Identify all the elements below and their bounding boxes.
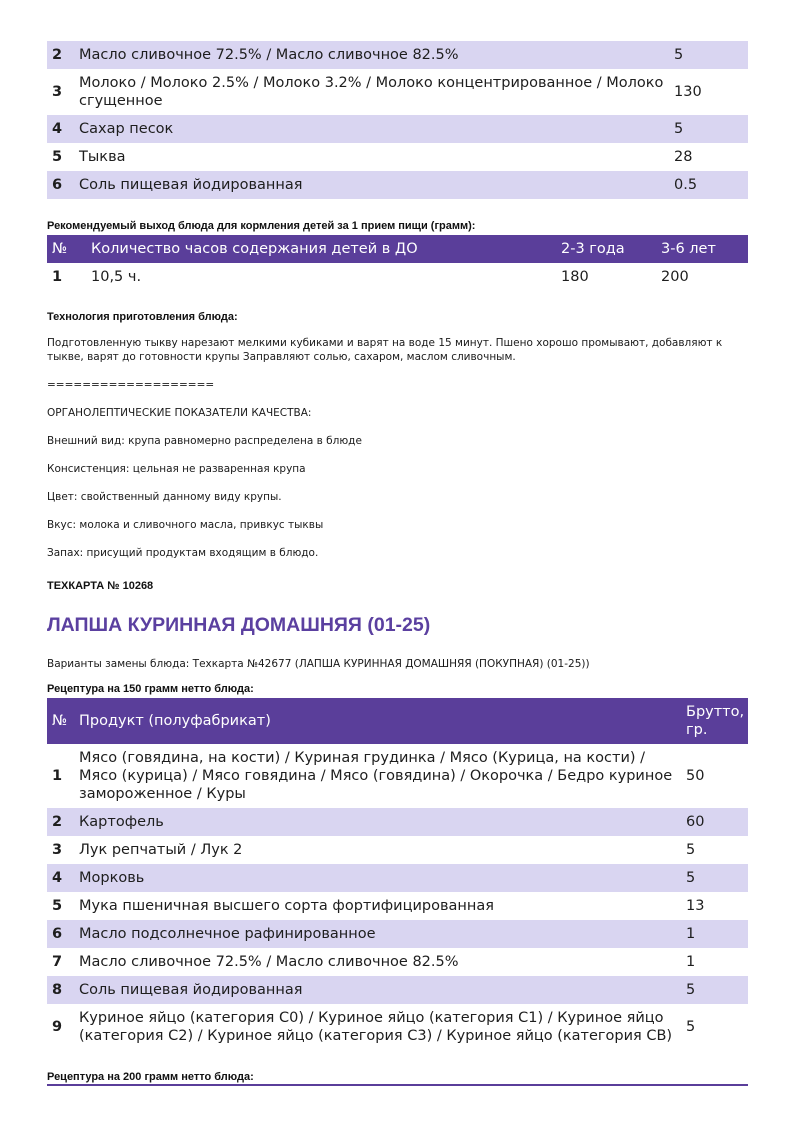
table-row (47, 263, 748, 291)
table-row (47, 69, 748, 115)
row-number: 3 (52, 84, 63, 100)
organoleptic-title: ОРГАНОЛЕПТИЧЕСКИЕ ПОКАЗАТЕЛИ КАЧЕСТВА: (47, 407, 312, 419)
brutto-value: 130 (674, 84, 702, 100)
consistency-text: Консистенция: цельная не разваренная крупа (47, 463, 306, 475)
table-row (47, 920, 748, 948)
table-row (47, 892, 748, 920)
product-name: Куриное яйцо (категория С0) / Куриное яйцо (категория С1) / Куриное яйцо (категория С2) / Куриное яйцо (категория С3) / Куриное яйцо (категория СВ) (79, 1010, 673, 1044)
product-name: Соль пищевая йодированная (79, 171, 674, 199)
header-num: № (47, 235, 91, 263)
row-number: 2 (47, 41, 79, 69)
recipe-label-200: Рецептура на 200 грамм нетто блюда: (47, 1071, 254, 1083)
brutto-value: 1 (686, 954, 696, 970)
technology-label: Технология приготовления блюда: (47, 311, 238, 323)
brutto-value: 50 (686, 768, 705, 784)
table-row (47, 948, 748, 976)
table-top-rule (47, 1084, 748, 1086)
separator-line: =================== (47, 379, 215, 391)
table-header-row (47, 698, 748, 744)
brutto-value: 1 (686, 920, 748, 948)
table-row (47, 1004, 748, 1050)
row-number: 7 (52, 954, 63, 970)
yield-label: Рекомендуемый выход блюда для кормления детей за 1 прием пищи (грамм): (47, 220, 476, 232)
row-number: 2 (47, 808, 79, 836)
product-name: Молоко / Молоко 2.5% / Молоко 3.2% / Молоко концентрированное / Молоко сгущенное (79, 75, 664, 109)
row-number: 5 (52, 149, 63, 165)
table-row (47, 115, 748, 143)
product-name: Морковь (79, 864, 686, 892)
brutto-value: 5 (686, 1019, 696, 1035)
product-name: Сахар песок (79, 115, 674, 143)
brutto-value: 5 (674, 41, 748, 69)
header-hours: Количество часов содержания детей в ДО (91, 235, 561, 263)
table-row (47, 808, 748, 836)
brutto-value: 28 (674, 149, 693, 165)
table-row (47, 864, 748, 892)
row-number: 1 (52, 269, 63, 285)
brutto-value: 0.5 (674, 171, 748, 199)
row-number: 6 (47, 171, 79, 199)
replacement-text: Варианты замены блюда: Техкарта №42677 (ЛАПША КУРИННАЯ ДОМАШНЯЯ (ПОКУПНАЯ) (01-25)) (47, 658, 590, 670)
age-3-6-value: 200 (661, 269, 689, 285)
row-number: 4 (47, 864, 79, 892)
header-age-3-6: 3-6 лет (661, 235, 748, 263)
product-name: Картофель (79, 808, 686, 836)
row-number: 3 (52, 842, 63, 858)
row-number: 8 (47, 976, 79, 1004)
product-name: Соль пищевая йодированная (79, 976, 686, 1004)
row-number: 9 (52, 1019, 63, 1035)
yield-table (47, 235, 748, 291)
header-brutto: Брутто, гр. (686, 698, 748, 744)
row-number: 1 (52, 768, 63, 784)
product-name: Тыква (79, 149, 126, 165)
ingredients-table-continued (47, 41, 748, 199)
brutto-value: 5 (686, 842, 696, 858)
age-2-3-value: 180 (561, 269, 589, 285)
brutto-value: 5 (674, 115, 748, 143)
product-name: Лук репчатый / Лук 2 (79, 842, 243, 858)
row-number: 5 (52, 898, 63, 914)
header-product: Продукт (полуфабрикат) (79, 698, 686, 744)
recipe-label-150: Рецептура на 150 грамм нетто блюда: (47, 683, 254, 695)
technology-text: Подготовленную тыкву нарезают мелкими кубиками и варят на воде 15 минут. Пшено хорошо промывают, добавляют к тыкве, варят до готовности крупы Заправляют солью, сахаром, маслом сливочным. (47, 337, 723, 363)
brutto-value: 5 (686, 864, 748, 892)
recipe-table (47, 698, 748, 1050)
table-header-row (47, 235, 748, 263)
table-row (47, 143, 748, 171)
row-number: 4 (47, 115, 79, 143)
product-name: Мука пшеничная высшего сорта фортифицированная (79, 898, 494, 914)
product-name: Масло сливочное 72.5% / Масло сливочное 82.5% (79, 954, 459, 970)
product-name: Масло подсолнечное рафинированное (79, 920, 686, 948)
techcard-number: ТЕХКАРТА № 10268 (47, 580, 154, 592)
color-text: Цвет: свойственный данному виду крупы. (47, 491, 282, 503)
dish-title: ЛАПША КУРИННАЯ ДОМАШНЯЯ (01-25) (47, 614, 431, 636)
table-row (47, 836, 748, 864)
table-row (47, 41, 748, 69)
hours-value: 10,5 ч. (91, 269, 142, 285)
appearance-text: Внешний вид: крупа равномерно распределена в блюде (47, 435, 362, 447)
header-num: № (47, 698, 79, 744)
taste-text: Вкус: молока и сливочного масла, привкус тыквы (47, 519, 324, 531)
table-row (47, 171, 748, 199)
table-row (47, 976, 748, 1004)
product-name: Масло сливочное 72.5% / Масло сливочное 82.5% (79, 41, 674, 69)
row-number: 6 (47, 920, 79, 948)
brutto-value: 13 (686, 898, 705, 914)
brutto-value: 5 (686, 976, 748, 1004)
header-age-2-3: 2-3 года (561, 235, 661, 263)
product-name: Мясо (говядина, на кости) / Куриная грудинка / Мясо (Курица, на кости) / Мясо (курица) / Мясо говядина / Мясо (говядина) / Окорочка / Бедро куриное замороженное / Куры (79, 750, 673, 802)
brutto-value: 60 (686, 808, 748, 836)
smell-text: Запах: присущий продуктам входящим в блюдо. (47, 547, 319, 559)
table-row (47, 744, 748, 808)
